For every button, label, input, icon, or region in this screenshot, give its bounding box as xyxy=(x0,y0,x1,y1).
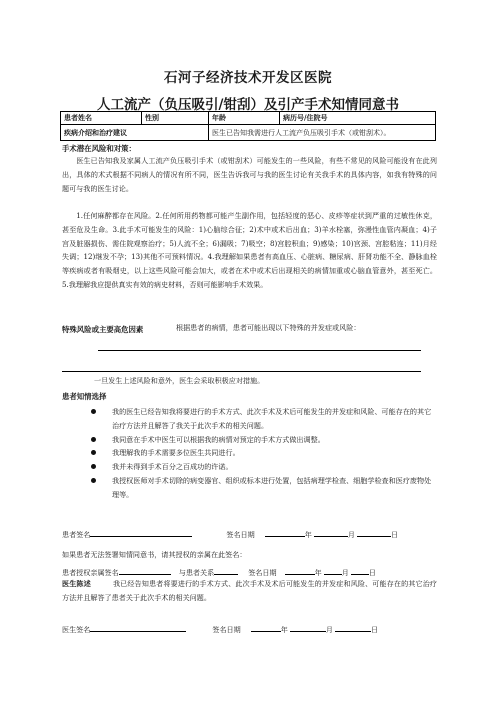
doctor-day-field[interactable] xyxy=(335,623,371,632)
doctor-month-field[interactable] xyxy=(290,623,326,632)
patient-sign-label: 患者签名 xyxy=(62,530,91,539)
doctor-signature-field[interactable] xyxy=(90,623,186,632)
patient-signature-row xyxy=(62,528,398,540)
month-label: 月 xyxy=(347,530,355,539)
choices-heading: 患者知情选择 xyxy=(62,392,107,401)
risk-paragraph-1: 医生已告知我及家属人工流产负压吸引手术（或钳刮术）可能发生的一些风险，有些不常见的风险可能没有在此列出，具体的术式根据不同病人的情况有所不同，医生告诉我可与我的医生讨论有关我手术的具体内容，如我有特殊的问题可与我的医生讨论。 xyxy=(62,156,437,193)
bullet-icon xyxy=(91,437,96,442)
special-risk-heading: 特殊风险或主要高危因素 xyxy=(62,325,144,334)
proxy-note: 如果患者无法签署知情同意书，请其授权的亲属在此签名： xyxy=(62,550,247,559)
proxy-month-field[interactable] xyxy=(324,566,342,575)
table-row xyxy=(61,125,436,141)
bullet-icon xyxy=(91,409,96,414)
list-item-text: 我理解我的手术需要多位医生共同进行。 xyxy=(112,448,240,458)
year-label: 年 xyxy=(304,530,312,539)
form-title: 人工流产（负压吸引/钳刮）及引产手术知情同意书 xyxy=(97,97,399,113)
sign-date-label: 签名日期 xyxy=(226,530,255,539)
doctor-sign-date-label: 签名日期 xyxy=(212,625,241,634)
day-label: 日 xyxy=(390,530,399,539)
list-item-text: 我的医生已经告知我将要进行的手术方式、此次手术及术后可能发生的并发症和风险、可能存在的其它治疗方法并且解答了我关于此次手术的相关问题。 xyxy=(112,407,432,430)
gender-label: 性别 xyxy=(142,112,209,125)
list-item xyxy=(62,433,437,447)
relation-label: 与患者关系 xyxy=(178,568,215,577)
list-item xyxy=(62,474,437,502)
proxy-signature-field[interactable] xyxy=(119,566,171,575)
doctor-signature-row xyxy=(62,623,378,635)
doctor-statement-text: 我已经告知患者将要进行的手术方式、此次手术及术后可能发生的并发症和风险、可能存在的其它治疗方法并且解答了患者关于此次手术的相关问题。 xyxy=(62,579,438,602)
bullet-icon xyxy=(91,478,96,483)
day-label: 日 xyxy=(368,568,376,577)
proxy-day-field[interactable] xyxy=(351,566,369,575)
proxy-sign-date-label: 签名日期 xyxy=(248,568,277,577)
list-item xyxy=(62,460,437,474)
day-field[interactable] xyxy=(357,528,391,537)
proxy-year-field[interactable] xyxy=(285,566,315,575)
list-item xyxy=(62,446,437,460)
list-item-text: 我并未得到手术百分之百成功的许诺。 xyxy=(112,462,233,472)
doctor-statement-heading: 医生陈述 xyxy=(62,579,91,588)
risk-paragraph-2: 1.任何麻醉都存在风险。2.任何所用药物都可能产生副作用，包括轻度的恶心、皮疹等症状到严重的过敏性休克，甚至危及生命。3.此手术可能发生的风险：1)心脑综合征；2)术中或术后出血；3)羊水栓塞，弥漫性血管内凝血；4)子宫及脏器损伤、需住院观察治疗；5)人流不全；6)漏吸；7)吸空；8)宫腔积血；9)感染；10)宫颈、宫腔粘连；11)月经失调；12)继发不孕；13)其他不可预料情况。4.我理解如果患者有高血压、心脏病、糖尿病、肝肾功能不全、静脉血栓等疾病或者有吸烟史，以上这些风险可能会加大，或者在术中或术后出现相关的病情加重或心脑血管意外，甚至死亡。5.我理解我应提供真实有效的病史材料，否则可能影响手术效果。 xyxy=(62,211,437,289)
year-field[interactable] xyxy=(265,528,305,537)
special-risk-text: 根据患者的病情，患者可能出现以下特殊的并发症或风险： xyxy=(176,323,361,332)
record-number-label: 病历号/住院号 xyxy=(280,112,436,125)
special-risk-line-2[interactable] xyxy=(62,371,421,372)
list-item-text: 我同意在手术中医生可以根据我的病情对预定的手术方式做出调整。 xyxy=(112,434,325,444)
relation-field[interactable] xyxy=(214,566,238,575)
month-label: 月 xyxy=(325,625,333,634)
year-label: 年 xyxy=(314,568,322,577)
choices-list xyxy=(62,405,437,502)
list-item xyxy=(62,405,437,433)
special-risk-after: 一旦发生上述风险和意外，医生会采取积极应对措施。 xyxy=(94,376,265,385)
doctor-sign-label: 医生签名 xyxy=(62,625,91,634)
day-label: 日 xyxy=(370,625,379,634)
month-label: 月 xyxy=(341,568,349,577)
bullet-icon xyxy=(91,464,96,469)
doctor-year-field[interactable] xyxy=(251,623,281,632)
special-risk-line-1[interactable] xyxy=(98,350,421,351)
table-row xyxy=(61,112,436,125)
diagnosis-text: 医生已告知我需进行人工流产负压吸引手术（或钳刮术）。 xyxy=(209,125,436,141)
patient-signature-field[interactable] xyxy=(90,528,192,537)
age-label: 年龄 xyxy=(209,112,280,125)
diagnosis-label: 疾病介绍和治疗建议 xyxy=(61,125,209,141)
hospital-title: 石河子经济技术开发区医院 xyxy=(164,70,332,86)
proxy-sign-label: 患者授权亲属签名 xyxy=(62,568,119,577)
year-label: 年 xyxy=(280,625,288,634)
month-field[interactable] xyxy=(314,528,348,537)
list-item-text: 我授权医师对手术切除的病变器官、组织或标本进行处置，包括病理学检查、细胞学检查和医疗废物处理等。 xyxy=(112,475,432,499)
bullet-icon xyxy=(91,450,96,455)
risk-heading: 手术潜在风险和对策： xyxy=(62,144,136,153)
doctor-statement xyxy=(62,577,437,605)
patient-name-label: 患者姓名 xyxy=(61,112,142,125)
patient-info-table xyxy=(60,111,436,141)
